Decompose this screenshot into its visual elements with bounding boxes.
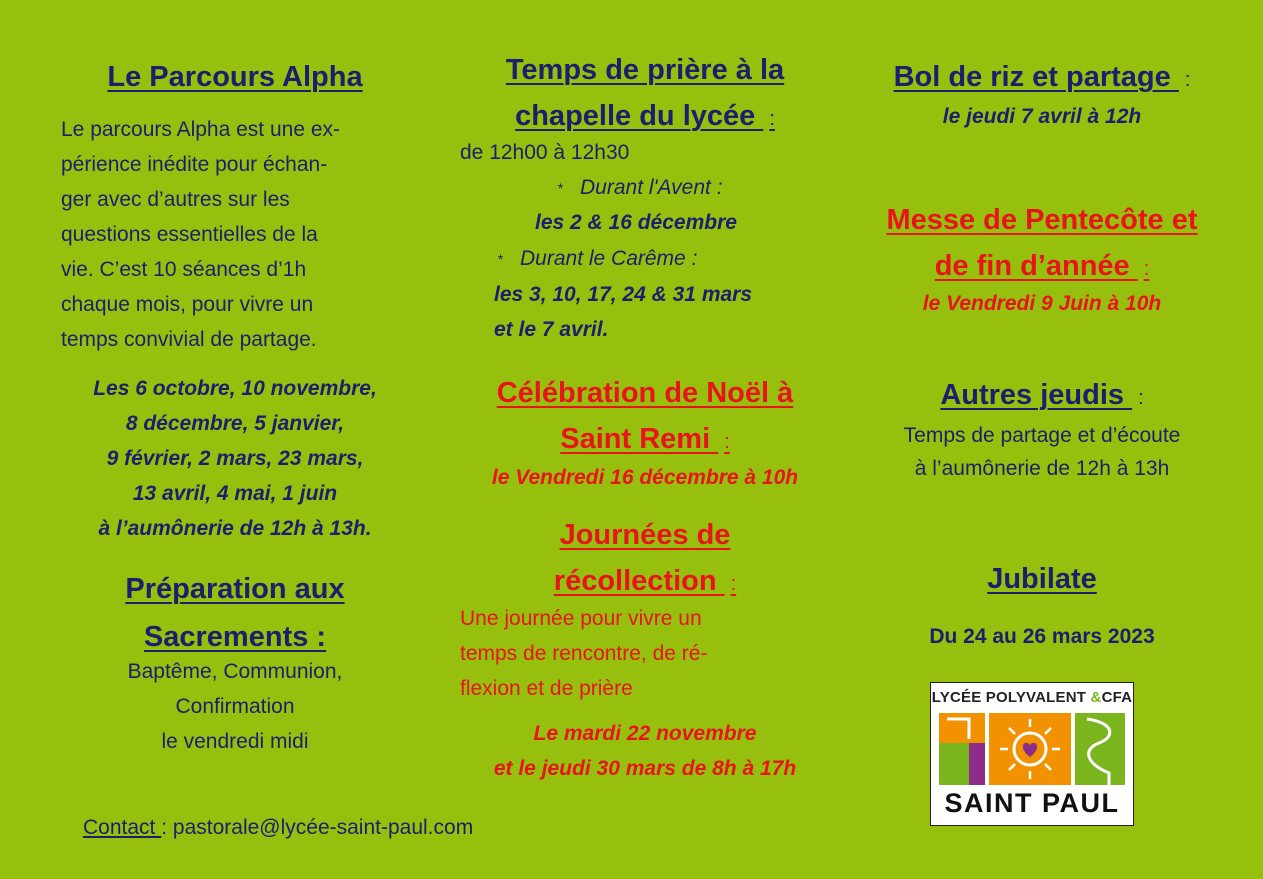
logo-top-text [931, 689, 1133, 706]
careme-dates-line: et le 7 avril. [494, 318, 609, 341]
noel-date: le Vendredi 16 décembre à 10h [491, 466, 799, 489]
alpha-line: Le parcours Alpha est une ex- [61, 118, 341, 141]
contact-email[interactable]: pastorale@lycée-saint-paul.com [167, 816, 474, 839]
recollection-date-line: et le jeudi 30 mars de 8h à 17h [493, 757, 797, 780]
sacrements-title-line: Préparation aux [125, 573, 345, 605]
contact-line [83, 810, 623, 845]
messe-colon: : [1143, 258, 1150, 280]
recollection-title-line: récollection [553, 565, 725, 597]
noel-colon: : [724, 431, 730, 453]
sacrements-line: Confirmation [175, 695, 295, 718]
alpha-line: questions essentielles de la [61, 223, 318, 246]
logo-bottom-text: SAINT PAUL [944, 788, 1120, 818]
avent-row [540, 170, 840, 206]
alpha-date-line: Les 6 octobre, 10 novembre, [93, 377, 377, 400]
bol-title-row [860, 57, 1224, 97]
contact-colon: : [161, 816, 168, 839]
jeudis-colon: : [1138, 387, 1144, 409]
messe-title-line: de fin d’année [934, 250, 1138, 282]
priere-title-line: Temps de prière à la [505, 54, 785, 86]
alpha-date-line: 8 décembre, 5 janvier, [125, 412, 345, 435]
logo-emblem-icon [939, 713, 1125, 785]
jubilate-date: Du 24 au 26 mars 2023 [929, 625, 1155, 648]
alpha-line: périence inédite pour échan- [61, 153, 328, 176]
priere-time: de 12h00 à 12h30 [460, 141, 630, 164]
messe-title [855, 197, 1229, 292]
saint-paul-logo [930, 682, 1134, 826]
recollection-description [460, 601, 820, 706]
priere-colon: : [769, 108, 775, 130]
jubilate-title: Jubilate [987, 563, 1097, 595]
alpha-line: temps convivial de partage. [61, 328, 317, 351]
alpha-line: ger avec d’autres sur les [61, 188, 290, 211]
alpha-date-line: 9 février, 2 mars, 23 mars, [106, 447, 364, 470]
jeudis-line: Temps de partage et d’écoute [903, 424, 1181, 447]
recollection-colon: : [730, 573, 737, 595]
bullet-icon: * [557, 179, 563, 196]
sacrements-title [60, 565, 410, 661]
sacrements-line: Baptême, Communion, [127, 660, 343, 683]
logo-top-label: LYCÉE POLYVALENT [931, 689, 1087, 706]
alpha-description [61, 112, 421, 357]
bol-title: Bol de riz et partage [893, 61, 1179, 93]
alpha-date-line: à l’aumônerie de 12h à 13h. [98, 517, 372, 540]
logo-ampersand: & [1090, 689, 1102, 706]
recollection-line: temps de rencontre, de ré- [460, 642, 708, 665]
careme-label: Durant le Carême : [520, 247, 698, 270]
noel-title [460, 370, 830, 465]
jeudis-title: Autres jeudis [940, 379, 1133, 411]
jeudis-title-row [860, 375, 1224, 415]
alpha-dates [40, 371, 430, 546]
alpha-line: chaque mois, pour vivre un [61, 293, 314, 316]
recollection-dates [440, 716, 850, 786]
alpha-line: vie. C’est 10 séances d’1h [61, 258, 307, 281]
bol-date: le jeudi 7 avril à 12h [942, 105, 1142, 128]
messe-date: le Vendredi 9 Juin à 10h [922, 292, 1162, 315]
priere-title-line: chapelle du lycée [515, 100, 764, 132]
careme-row [480, 241, 820, 277]
careme-dates-line: les 3, 10, 17, 24 & 31 mars [494, 283, 753, 306]
avent-dates: les 2 & 16 décembre [535, 211, 737, 234]
careme-dates [494, 277, 834, 347]
alpha-title: Le Parcours Alpha [107, 61, 363, 93]
sacrements-title-line: Sacrements : [143, 621, 327, 653]
noel-title-line: Célébration de Noël à [496, 377, 794, 409]
sacrements-line: le vendredi midi [161, 730, 309, 753]
recollection-title-line: Journées de [559, 519, 731, 551]
bullet-icon: * [497, 250, 503, 267]
messe-title-line: Messe de Pentecôte et [886, 204, 1198, 236]
contact-label: Contact [83, 816, 162, 839]
logo-cfa: CFA [1101, 689, 1133, 706]
recollection-line: Une journée pour vivre un [460, 607, 702, 630]
recollection-date-line: Le mardi 22 novembre [533, 722, 757, 745]
recollection-title [460, 512, 830, 607]
sacrements-details [50, 654, 420, 759]
avent-label: Durant l'Avent : [580, 176, 723, 199]
noel-title-line: Saint Remi [560, 423, 719, 455]
jeudis-description [850, 419, 1234, 485]
jeudis-line: à l’aumônerie de 12h à 13h [914, 457, 1170, 480]
alpha-date-line: 13 avril, 4 mai, 1 juin [132, 482, 338, 505]
bol-colon: : [1184, 69, 1191, 91]
priere-title [460, 47, 830, 142]
recollection-line: flexion et de prière [460, 677, 633, 700]
